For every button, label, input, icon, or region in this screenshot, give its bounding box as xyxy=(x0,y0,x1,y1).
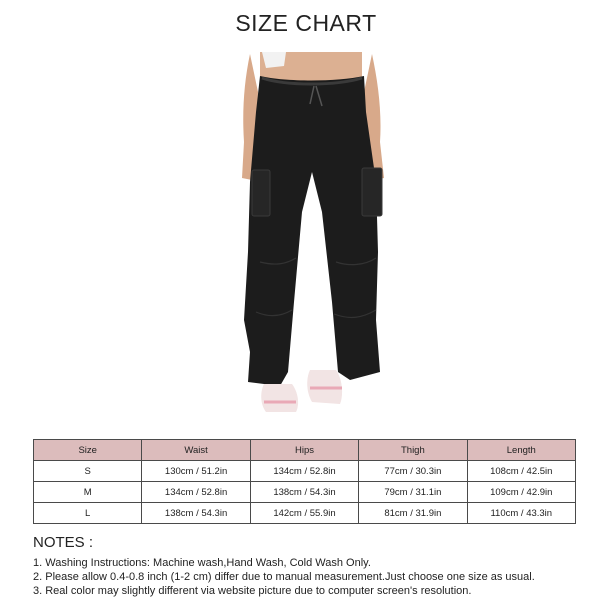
page-title: SIZE CHART xyxy=(235,10,377,36)
notes-title: NOTES : xyxy=(33,534,94,551)
table-header-row xyxy=(34,440,576,461)
cell-waist: 138cm / 54.3in xyxy=(142,503,250,524)
header-thigh: Thigh xyxy=(359,440,467,461)
header-waist: Waist xyxy=(142,440,250,461)
cell-length: 110cm / 43.3in xyxy=(467,503,575,524)
cell-waist: 130cm / 51.2in xyxy=(142,461,250,482)
header-length: Length xyxy=(467,440,575,461)
cell-length: 108cm / 42.5in xyxy=(467,461,575,482)
cell-size: L xyxy=(34,503,142,524)
cell-length: 109cm / 42.9in xyxy=(467,482,575,503)
cell-thigh: 81cm / 31.9in xyxy=(359,503,467,524)
cell-hips: 142cm / 55.9in xyxy=(250,503,358,524)
table-row xyxy=(34,482,576,503)
header-hips: Hips xyxy=(250,440,358,461)
cell-thigh: 77cm / 30.3in xyxy=(359,461,467,482)
product-photo xyxy=(226,52,396,416)
size-table xyxy=(33,439,576,524)
cell-hips: 138cm / 54.3in xyxy=(250,482,358,503)
header-size: Size xyxy=(34,440,142,461)
table-row xyxy=(34,503,576,524)
cell-waist: 134cm / 52.8in xyxy=(142,482,250,503)
cell-size: S xyxy=(34,461,142,482)
note-item: 2. Please allow 0.4-0.8 inch (1-2 cm) differ due to manual measurement.Just choose one size as usual. xyxy=(33,571,535,583)
cell-hips: 134cm / 52.8in xyxy=(250,461,358,482)
notes-section xyxy=(33,534,593,598)
note-item: 1. Washing Instructions: Machine wash,Hand Wash, Cold Wash Only. xyxy=(33,557,371,569)
notes-list xyxy=(33,556,593,598)
note-item: 3. Real color may slightly different via website picture due to computer screen's resolution. xyxy=(33,585,472,597)
cell-size: M xyxy=(34,482,142,503)
cell-thigh: 79cm / 31.1in xyxy=(359,482,467,503)
table-row xyxy=(34,461,576,482)
